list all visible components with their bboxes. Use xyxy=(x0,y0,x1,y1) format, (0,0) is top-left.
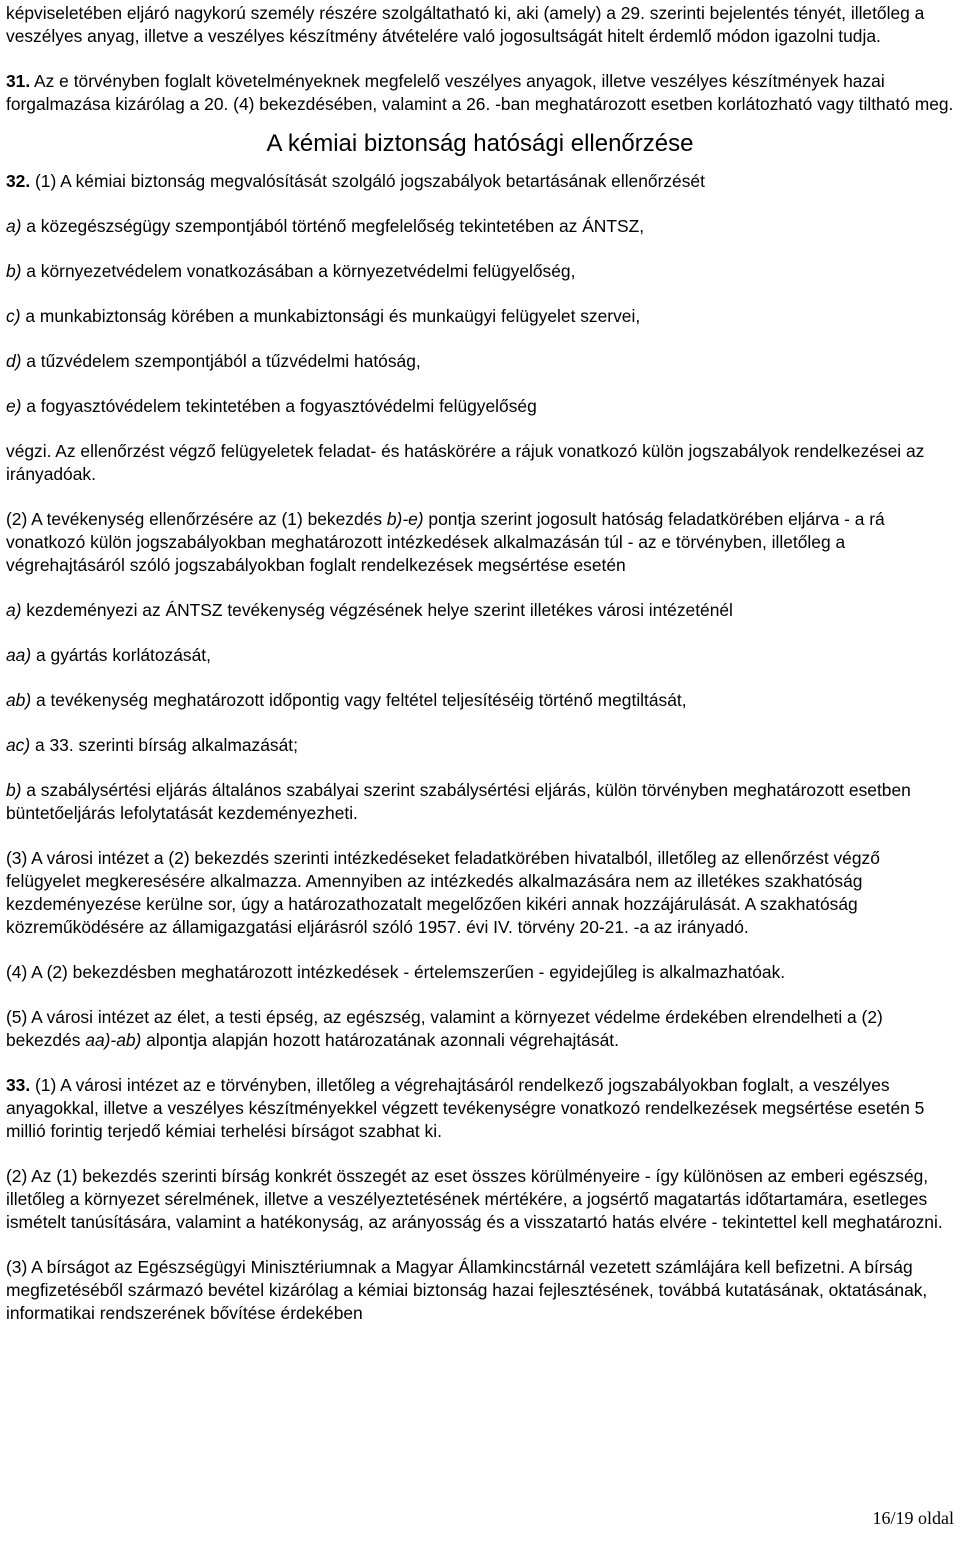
paragraph-text: (1) A városi intézet az e törvényben, illetőleg a végrehajtásáról rendelkező jogszabályokban foglalt, a veszélyes anyagokkal, illetve a veszélyes készítményekkel végzett tevékenységre vonatkozó rendelkezések megsértése esetén 5 millió forintig terjedő kémiai terhelési bírságot szabhat ki. xyxy=(6,1075,925,1141)
list-item xyxy=(6,350,954,373)
point-reference: b)-e) xyxy=(386,509,424,529)
section-32-p1 xyxy=(6,170,954,193)
section-32-p3: (3) A városi intézet a (2) bekezdés szerinti intézkedéseket feladatkörében hivatalból, illetőleg az ellenőrzést végző felügyelet megkeresésére alkalmazza. Amennyiben az intézkedés alkalmazására nem az illetékes szakhatóság kezdeményezése kerülne sor, úgy a határozathozatalt megelőzően kikéri annak hozzájárulását. A szakhatóság közreműködésére az államigazgatási eljárásról szóló 1957. évi IV. törvény 20-21. -a az irányadó. xyxy=(6,848,880,937)
list-item xyxy=(6,305,954,328)
list-item xyxy=(6,644,954,667)
item-label: aa) xyxy=(6,645,32,665)
list-item xyxy=(6,395,954,418)
paragraph-text: (1) A kémiai biztonság megvalósítását szolgáló jogszabályok betartásának ellenőrzését xyxy=(30,171,705,191)
paragraph-text: alpontja alapján hozott határozatának azonnali végrehajtását. xyxy=(141,1030,619,1050)
section-32-p5 xyxy=(6,1006,954,1052)
item-label: b) xyxy=(6,261,22,281)
list-item xyxy=(6,779,954,825)
section-number: 33. xyxy=(6,1075,31,1095)
section-32-p4: (4) A (2) bekezdésben meghatározott intézkedések - értelemszerűen - egyidejűleg is alkalmazhatóak. xyxy=(6,962,786,982)
list-item xyxy=(6,734,954,757)
item-text: a tűzvédelem szempontjából a tűzvédelmi hatóság, xyxy=(21,351,421,371)
section-number: 31. xyxy=(6,71,31,91)
paragraph-text: (5) A városi intézet az élet, a testi épség, az egészség, valamint a környezet védelme érdekében elrendelheti a (2) bekezdés xyxy=(6,1007,883,1050)
item-text: a fogyasztóvédelem tekintetében a fogyasztóvédelmi felügyelőség xyxy=(21,396,537,416)
intro-paragraph: képviseletében eljáró nagykorú személy részére szolgáltatható ki, aki (amely) a 29. szerinti bejelentés tényét, illetőleg a veszélyes anyag, illetve a veszélyes készítmény átvételére való jogosultságát hitelt érdemlő módon igazolni tudja. xyxy=(6,3,925,46)
item-label: b) xyxy=(6,780,22,800)
item-text: a munkabiztonság körében a munkabiztonsági és munkaügyi felügyelet szervei, xyxy=(20,306,641,326)
section-heading: A kémiai biztonság hatósági ellenőrzése xyxy=(266,130,694,157)
item-label: c) xyxy=(6,306,21,326)
section-33-p1 xyxy=(6,1074,954,1143)
paragraph-text: (2) A tevékenység ellenőrzésére az (1) bekezdés xyxy=(6,509,387,529)
section-32-p2 xyxy=(6,508,954,577)
item-text: a környezetvédelem vonatkozásában a környezetvédelmi felügyelőség, xyxy=(21,261,576,281)
item-text: kezdeményezi az ÁNTSZ tevékenység végzésének helye szerint illetékes városi intézeténél xyxy=(21,600,733,620)
item-text: a tevékenység meghatározott időpontig vagy feltétel teljesítéséig történő megtiltását, xyxy=(31,690,687,710)
list-item xyxy=(6,215,954,238)
item-label: e) xyxy=(6,396,22,416)
section-number: 32. xyxy=(6,171,31,191)
item-label: ac) xyxy=(6,735,31,755)
item-text: a közegészségügy szempontjából történő megfelelőség tekintetében az ÁNTSZ, xyxy=(21,216,645,236)
item-text: a 33. szerinti bírság alkalmazását; xyxy=(30,735,298,755)
item-label: a) xyxy=(6,600,22,620)
document-page xyxy=(6,2,954,1325)
item-text: a szabálysértési eljárás általános szabályai szerint szabálysértési eljárás, külön törvényben meghatározott esetben büntetőeljárás lefolytatását kezdeményezheti. xyxy=(6,780,911,823)
section-33-p2: (2) Az (1) bekezdés szerinti bírság konkrét összegét az eset összes körülményeire - így különösen az emberi egészség, illetőleg a környezet sérelmének, illetve a veszélyeztetésének mértékére, a jogsértő magatartás időtartamára, esetleges ismételt tanúsítására, valamint a hatékonyság, az arányosság és a visszatartó hatás elvére - tekintettel kell meghatározni. xyxy=(6,1166,943,1232)
paragraph-text: pontja szerint jogosult hatóság feladatkörében eljárva - a rá vonatkozó külön jogszabályokban meghatározott intézkedések alkalmazásán túl - az e törvényben, illetőleg a végrehajtásáról szóló jogszabályokban foglalt rendelkezések megsértése esetén xyxy=(6,509,885,575)
closing-paragraph: végzi. Az ellenőrzést végző felügyeletek feladat- és hatáskörére a rájuk vonatkozó külön jogszabályok rendelkezései az irányadóak. xyxy=(6,441,925,484)
item-label: ab) xyxy=(6,690,32,710)
item-text: a gyártás korlátozását, xyxy=(31,645,211,665)
point-reference: aa)-ab) xyxy=(85,1030,142,1050)
item-label: a) xyxy=(6,216,22,236)
section-31 xyxy=(6,70,954,116)
list-item xyxy=(6,260,954,283)
section-33-p3: (3) A bírságot az Egészségügyi Minisztériumnak a Magyar Államkincstárnál vezetett számlájára kell befizetni. A bírság megfizetéséből származó bevétel kizárólag a kémiai biztonság hazai fejlesztésének, továbbá kutatásának, oktatásának, informatikai rendszerének bővítése érdekében xyxy=(6,1257,928,1323)
page-number: 16/19 oldal xyxy=(872,1508,954,1528)
item-label: d) xyxy=(6,351,22,371)
section-text: Az e törvényben foglalt követelményeknek megfelelő veszélyes anyagok, illetve veszélyes készítmények hazai forgalmazása kizárólag a 20. (4) bekezdésében, valamint a 26. -ban meghatározott esetben korlátozható vagy tiltható meg. xyxy=(6,71,954,114)
list-item xyxy=(6,599,954,622)
list-item xyxy=(6,689,954,712)
